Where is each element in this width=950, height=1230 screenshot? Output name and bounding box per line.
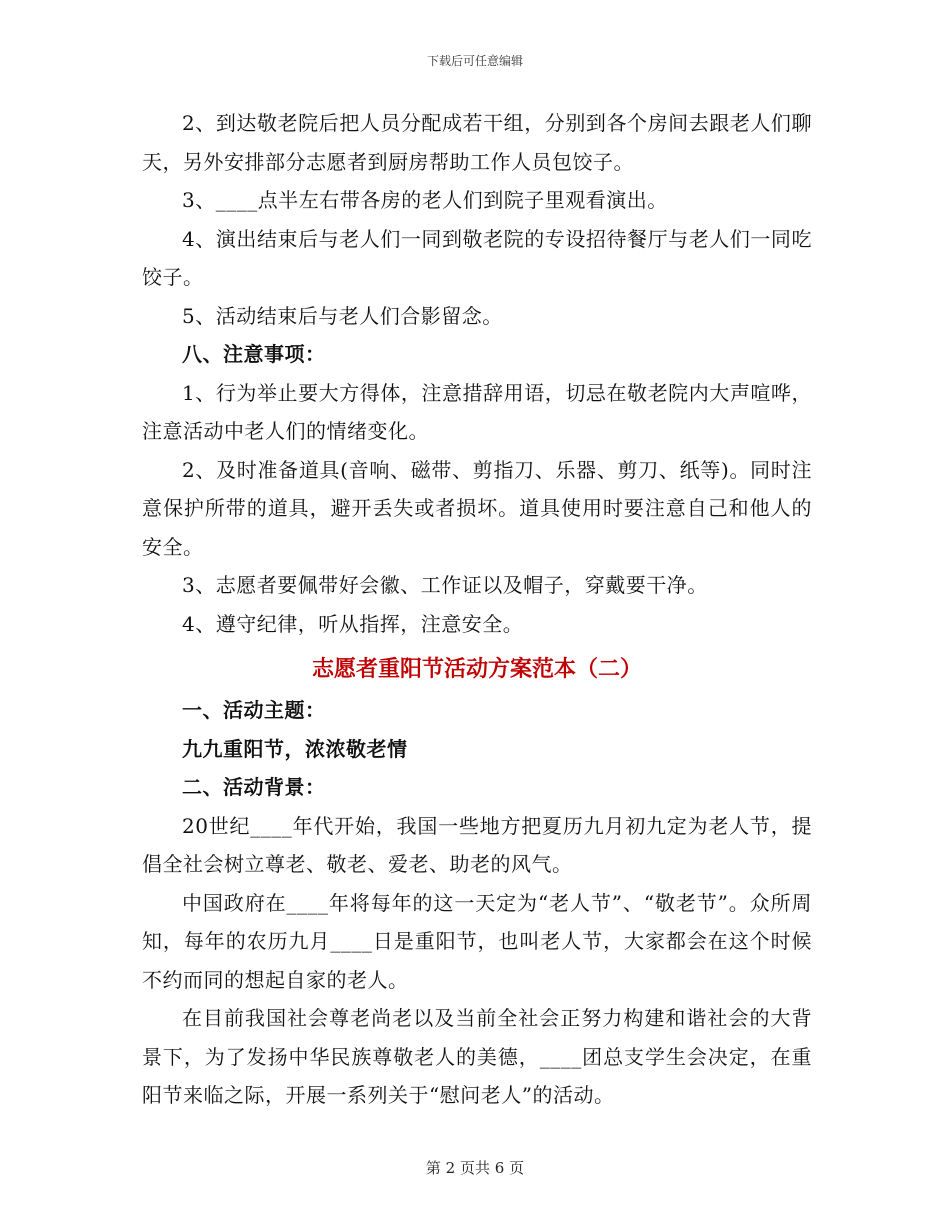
paragraph-note-1: 1、行为举止要大方得体，注意措辞用语，切忌在敬老院内大声喧哗，注意活动中老人们的情绪变化。 [142, 380, 812, 443]
section-title: 志愿者重阳节活动方案范本（二） [311, 656, 642, 682]
paragraph-note-4: 4、遵守纪律，听从指挥，注意安全。 [182, 611, 524, 636]
paragraph-note-2: 2、及时准备道具(音响、磁带、剪指刀、乐器、剪刀、纸等)。同时注意保护所带的道具，避开丢失或者损坏。道具使用时要注意自己和他人的安全。 [142, 457, 812, 559]
paragraph-background-2: 中国政府在____年将每年的这一天定为“老人节”、“敬老节”。众所周知，每年的农历九月____日是重阳节，也叫老人节，大家都会在这个时候不约而同的想起自家的老人。 [142, 890, 812, 992]
heading-theme: 一、活动主题： [182, 698, 326, 722]
page-header: 下载后可任意编辑 [426, 54, 523, 68]
page-footer: 第 2 页共 6 页 [425, 1159, 525, 1177]
paragraph-note-3: 3、志愿者要佩带好会徽、工作证以及帽子，穿戴要干净。 [182, 573, 708, 597]
document-body [142, 104, 812, 1115]
heading-background: 二、活动背景： [182, 775, 326, 799]
paragraph-background-1: 20世纪____年代开始，我国一些地方把夏历九月初九定为老人节，提倡全社会树立尊老、敬老、爱老、助老的风气。 [142, 813, 812, 876]
paragraph-step-4: 4、演出结束后与老人们一同到敬老院的专设招待餐厅与老人们一同吃饺子。 [142, 226, 812, 289]
theme-text: 九九重阳节，浓浓敬老情 [182, 736, 408, 761]
paragraph-background-3: 在目前我国社会尊老尚老以及当前全社会正努力构建和谐社会的大背景下，为了发扬中华民族尊敬老人的美德，____团总支学生会决定，在重阳节来临之际，开展一系列关于“慰问老人”的活动。 [142, 1006, 812, 1107]
heading-notes: 八、注意事项： [182, 342, 326, 366]
paragraph-step-5: 5、活动结束后与老人们合影留念。 [182, 303, 503, 328]
paragraph-step-3: 3、____点半左右带各房的老人们到院子里观看演出。 [182, 188, 668, 212]
paragraph-step-2: 2、到达敬老院后把人员分配成若干组，分别到各个房间去跟老人们聊天，另外安排部分志愿者到厨房帮助工作人员包饺子。 [142, 111, 812, 174]
